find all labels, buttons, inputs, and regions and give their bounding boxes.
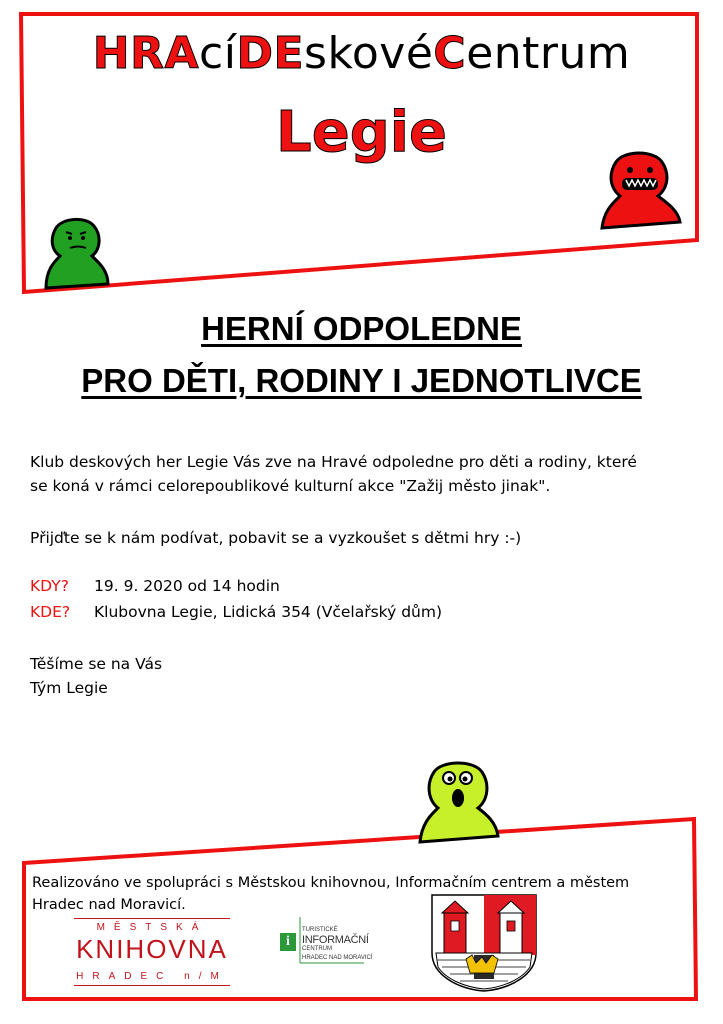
when-label: KDY?	[30, 577, 69, 595]
info-centre-logo	[280, 915, 373, 969]
yellow-meeple-icon	[416, 756, 502, 844]
where-label: KDE?	[30, 603, 71, 621]
where-value: Klubovna Legie, Lidická 354 (Včelařský dům)	[94, 603, 443, 621]
closing-text: Těšíme se na Vás	[30, 655, 163, 673]
library-logo-main: KNIHOVNA	[76, 934, 228, 964]
info-text-1: TURISTICKÉ	[302, 927, 338, 933]
invite-text: Přijďte se k nám podívat, pobavit se a vyzkoušet s dětmi hry :-)	[30, 529, 522, 547]
info-text-3: CENTRUM	[302, 946, 332, 952]
info-text-4: HRADEC NAD MORAVICÍ	[302, 955, 373, 961]
where-row	[30, 600, 700, 624]
when-row	[30, 574, 700, 598]
intro-line: se koná v rámci celorepoublikové kulturní akce "Zažij město jinak".	[30, 477, 551, 495]
event-heading-line1: HERNÍ ODPOLEDNE	[201, 310, 522, 347]
title-part: HRA	[92, 28, 200, 79]
library-logo-bottom: HRADEC n/M	[76, 971, 228, 982]
header-title-line2: Legie	[276, 100, 447, 165]
library-logo-top: MĚSTSKÁ	[96, 922, 208, 933]
town-crest-icon	[430, 893, 538, 993]
footer-line: Hradec nad Moravicí.	[32, 897, 186, 913]
signature-text: Tým Legie	[30, 679, 108, 697]
green-meeple-icon	[38, 210, 113, 290]
when-value: 19. 9. 2020 od 14 hodin	[94, 577, 280, 595]
title-part: entrum	[466, 28, 631, 79]
intro-paragraph	[30, 450, 700, 498]
library-logo	[72, 918, 232, 986]
footer-line: Realizováno ve spolupráci s Městskou knihovnou, Informačním centrem a městem	[32, 875, 630, 891]
title-part: cí	[199, 28, 237, 79]
intro-line: Klub deskových her Legie Vás zve na Hravé odpoledne pro děti a rodiny, které	[30, 453, 637, 471]
header-title-line1	[0, 28, 723, 79]
footer-text	[32, 872, 682, 916]
title-part: DE	[236, 28, 305, 79]
info-icon: i	[280, 933, 296, 951]
event-heading-line2: PRO DĚTI, RODINY I JEDNOTLIVCE	[81, 362, 642, 399]
title-part: skové	[304, 28, 434, 79]
info-text-2: INFORMAČNÍ	[302, 934, 369, 946]
title-part: C	[433, 28, 467, 79]
